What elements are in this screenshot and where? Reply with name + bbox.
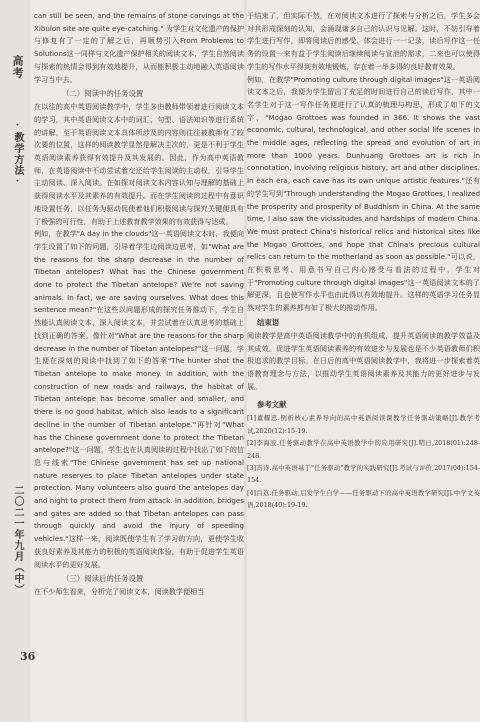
- paragraph: 阅读教学是高中英语阅读教学中的有机组成，提升英语阅读的教学效益及其成效。促进学生英语阅读素养的有效进步与发展也是不少英语教师们积极追求的教学目标。在日后的高中英语阅读教学中，我将进一步探索着英语教育理念与方法，以推动学生英语阅读素养及其能力的更好进步与发展。: [247, 330, 480, 391]
- page-spine-margin: [0, 0, 30, 722]
- issue-date: 二〇二一年九月（中）: [12, 485, 23, 595]
- reference-item: [4]吕荔.任务驱动,启发学生自学——任务驱动下的高中英语教学研究[J].中学文英语,2018(40):19-19.: [247, 488, 480, 510]
- paragraph: 在不少师生看来，分析完了阅读文本，阅读教学便相当: [34, 587, 205, 597]
- paragraph: can still be seen, and the remains of stone carvings at the Xibulon site are quite eye-catching." 为学生对文化遗产的保护与修复有了一定的了解之后，再顺势引入From Problems to Solutions这一同样与文化遗产保护相关的阅读文本，学生自然阅读与探索的热情会得到有效地提升，从而能积极主动地融入英语阅读学习当中去。: [34, 11, 244, 84]
- publication-name: 高考: [11, 55, 24, 79]
- reference-item: [2]李海波.任务驱动教学在高中英语教学中的应用研究[J].明日,2018(01):248-248.: [247, 439, 480, 460]
- paragraph: 例如，在教学"A day in the clouds"这一英语阅读文本时，我便向学生设置了如下的问题，引导着学生边阅读边思考，如"What are the reasons for the sharp decrease in the number of Tibetan antelopes? What has the Chinese government done to protect the Tibetan antelope? We're not saving animals. In fact, we are saving ourselves. What does this sentence mean?"在这些以问题形成的探究任务推动下，学生自然能认真阅读文本、深入阅读文本，并尝试着在认真思考的基础上找到正确的答案。像针对"What are the reasons for the sharp decrease in the number of Tibetan antelopes?"这一问题，学生便在深刻的阅读中找到了如下的答案"The hunter shot the Tibetan antelope to make money. In addition, with the construction of new roads and railways, the habitat of Tibetan antelope has become smaller and smaller, and there is no good habitat, which also leads to a significant decline in the number of Tibetan antelope."再针对"What has the Chinese government done to protect the Tibetan antelope?"这一问题，学生也在认真阅读的过程中找出了如下的信息与线索"The Chinese government has set up national nature reserves to place Tibetan antelopes under state protection. Many volunteers also guard the antelopes day and night to protect them from attack. In addition, bridges and gates are added so that Tibetan antelopes can pass through quickly and avoid the injury of speeding vehicles."这样一来，阅读既使学生有了学习的方向，更使学生收获良好素养及其能力的积极的英语阅读体验，有助于促进学生英语阅读水平的更好发展。: [34, 229, 244, 569]
- section-heading: （三）阅读后的任务设置: [62, 574, 144, 584]
- conclusion-heading: 结束语: [257, 317, 280, 327]
- reference-item: [1]董耀忠.例析核心素养导向的高中英语阅读课教学任务驱动策略[J].教学考试,2020(12):15-19.: [247, 414, 480, 435]
- column-name: ·教学方法·: [12, 120, 23, 188]
- page-number: 36: [20, 650, 36, 663]
- right-text-column: [247, 10, 480, 720]
- paragraph: 例如，在教学"Promoting culture through digital images"这一英语阅读文本之后，我便为学生留出了充足的时间进行自己的读后写作，其中一名学生对于这一写作任务便进行了认真的梳理与构思，形成了如下的文字，"Mogao Grottoes was founded in 366. It shows the vast economic, cultural, technological, and other social life scenes in the middle ages, reflecting the spread and evolution of art in more than 1000 years. Dunhuang Grottoes art is rich in connotation, involving religious history, art and other disciplines. In each era, each cave has its own unique artistic features."还有的学生写到"Through understanding the Mogao Grottoes, I realized the prosperity and prosperity of Buddhism in China. At the same time, I also saw the vicissitudes and hardships of modern China. We must protect China's historical relics and historical sites like the Mogao Grottoes, and hope that China's precious cultural relics can return to the motherland as soon as possible."可以说，在积极思考、用意书写自己内心感受与看法的过程中，学生对于"Promoting culture through digital images"这一英语阅读文本的了解更深，且也使写作水平也由此得以有效地提升。这样的英语学习任务显然对学生的素养都有如了极大的推动作用。: [247, 74, 480, 313]
- references-section: [247, 399, 480, 511]
- reference-item: [3]冯诗.高中英语基于"任务驱动"教学的实践研究[J].考试与评价,2017(04):154-154.: [247, 464, 480, 485]
- paragraph: 于结束了，但实际不然，在对阅读文本进行了探索与分析之后，学生多会对其形成深刻的认知，会涌现诸多自己的认识与见解。这时，不妨引导着学生进行写作，即将阅读后的感受、体会进行一一记录，读后写作这一任务的设置一来有益于学生阅读后继续阅读与宣泄的需求，二来也可以使得学生的写作水平得到有效地锻炼，存在着一举多得的良好教育效果。: [247, 11, 480, 71]
- references-heading: 参考文献: [257, 400, 287, 410]
- paragraph: 在以往的高中英语阅读教学中，学生多由教师带领着进行阅读文本的学习，其中英语阅读文本中的词汇、句型、语法知识等进行系统的讲解，至于英语阅读文本具体所涉及的内容则往往被教师有了较次要的位置，这样的阅读教学显然是解决主次的，更是不利于学生英语阅读素养获得有效提升及其发展的。因此，作为高中英语教师，在英语阅读中不动尝试着交还给学生阅读的主动权，引导学生主动阅读、深入阅读。在如探对阅读文本内容认知与理解的基础上获得阅读水平及其素养的有效提升。而在学生阅读的过程中有意识地设置任务，以任务为驱动促使着他们积极阅读与探究关键便具有了极强的可行性，有助于上述教育教学效果的有效获得与达成。: [34, 102, 244, 226]
- left-text-column: [34, 10, 244, 720]
- section-heading: （二）阅读中的任务设置: [62, 89, 144, 99]
